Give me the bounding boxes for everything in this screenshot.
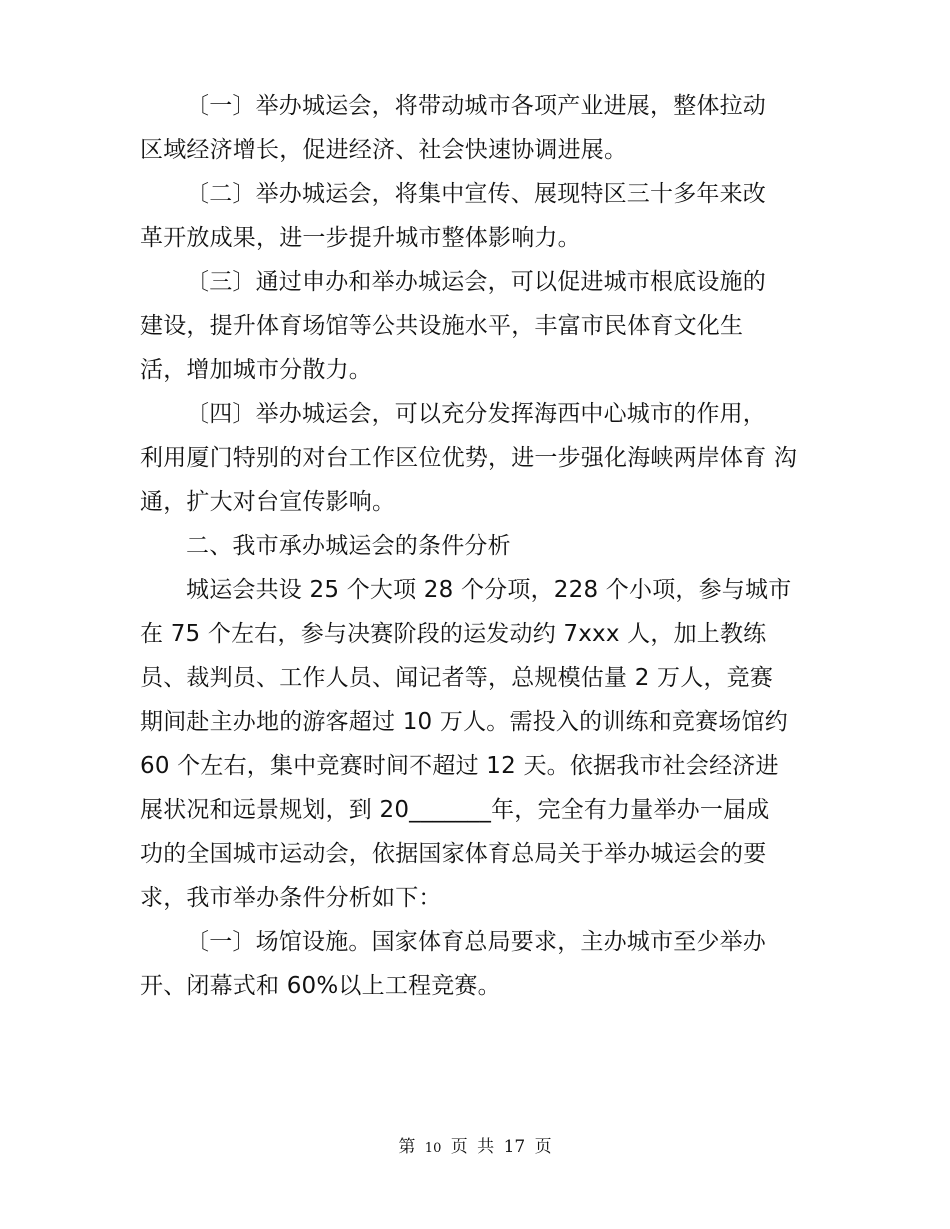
text-line: 〔四〕举办城运会，可以充分发挥海西中心城市的作用， (186, 401, 766, 427)
text-line: 功的全国城市运动会，依据国家体育总局关于举办城运会的要 (140, 841, 767, 867)
text-line: 60 个左右，集中竞赛时间不超过 12 天。依据我市社会经济进 (140, 753, 779, 779)
text-line: 求，我市举办条件分析如下： (140, 885, 442, 911)
section-heading: 二、我市承办城运会的条件分析 (186, 533, 511, 559)
text-line: 〔一〕举办城运会，将带动城市各项产业进展，整体拉动 (186, 93, 766, 119)
footer-middle: 页 共 (450, 1137, 495, 1157)
text-line: 活，增加城市分散力。 (140, 357, 372, 383)
text-line: 城运会共设 25 个大项 28 个分项，228 个小项，参与城市 (186, 577, 792, 603)
text-line: 期间赴主办地的游客超过 10 万人。需投入的训练和竞赛场馆约 (140, 709, 788, 735)
total-pages: 17 (503, 1137, 526, 1157)
current-page-number: 10 (424, 1141, 442, 1156)
text-line: 员、裁判员、工作人员、闻记者等，总规模估量 2 万人，竞赛 (140, 665, 774, 691)
text-line: 通，扩大对台宣传影响。 (140, 489, 396, 515)
footer-prefix: 第 (398, 1137, 416, 1157)
text-line: 展状况和远景规划，到 20_______年，完全有力量举办一届成 (140, 797, 770, 823)
text-line: 〔三〕通过申办和举办城运会，可以促进城市根底设施的 (186, 269, 766, 295)
text-line: 建设，提升体育场馆等公共设施水平，丰富市民体育文化生 (140, 313, 744, 339)
text-line: 区域经济增长，促进经济、社会快速协调进展。 (140, 137, 628, 163)
page-footer (0, 1132, 950, 1157)
text-line: 革开放成果，进一步提升城市整体影响力。 (140, 225, 581, 251)
text-line: 利用厦门特别的对台工作区位优势，进一步强化海峡两岸体育 沟 (140, 445, 798, 471)
text-line: 开、闭幕式和 60%以上工程竞赛。 (140, 973, 501, 999)
body-text (140, 84, 812, 1008)
text-line: 在 75 个左右，参与决赛阶段的运发动约 7xxx 人，加上教练 (140, 621, 767, 647)
footer-suffix: 页 (534, 1137, 552, 1157)
text-line: 〔二〕举办城运会，将集中宣传、展现特区三十多年来改 (186, 181, 766, 207)
text-line: 〔一〕场馆设施。国家体育总局要求，主办城市至少举办 (186, 929, 766, 955)
